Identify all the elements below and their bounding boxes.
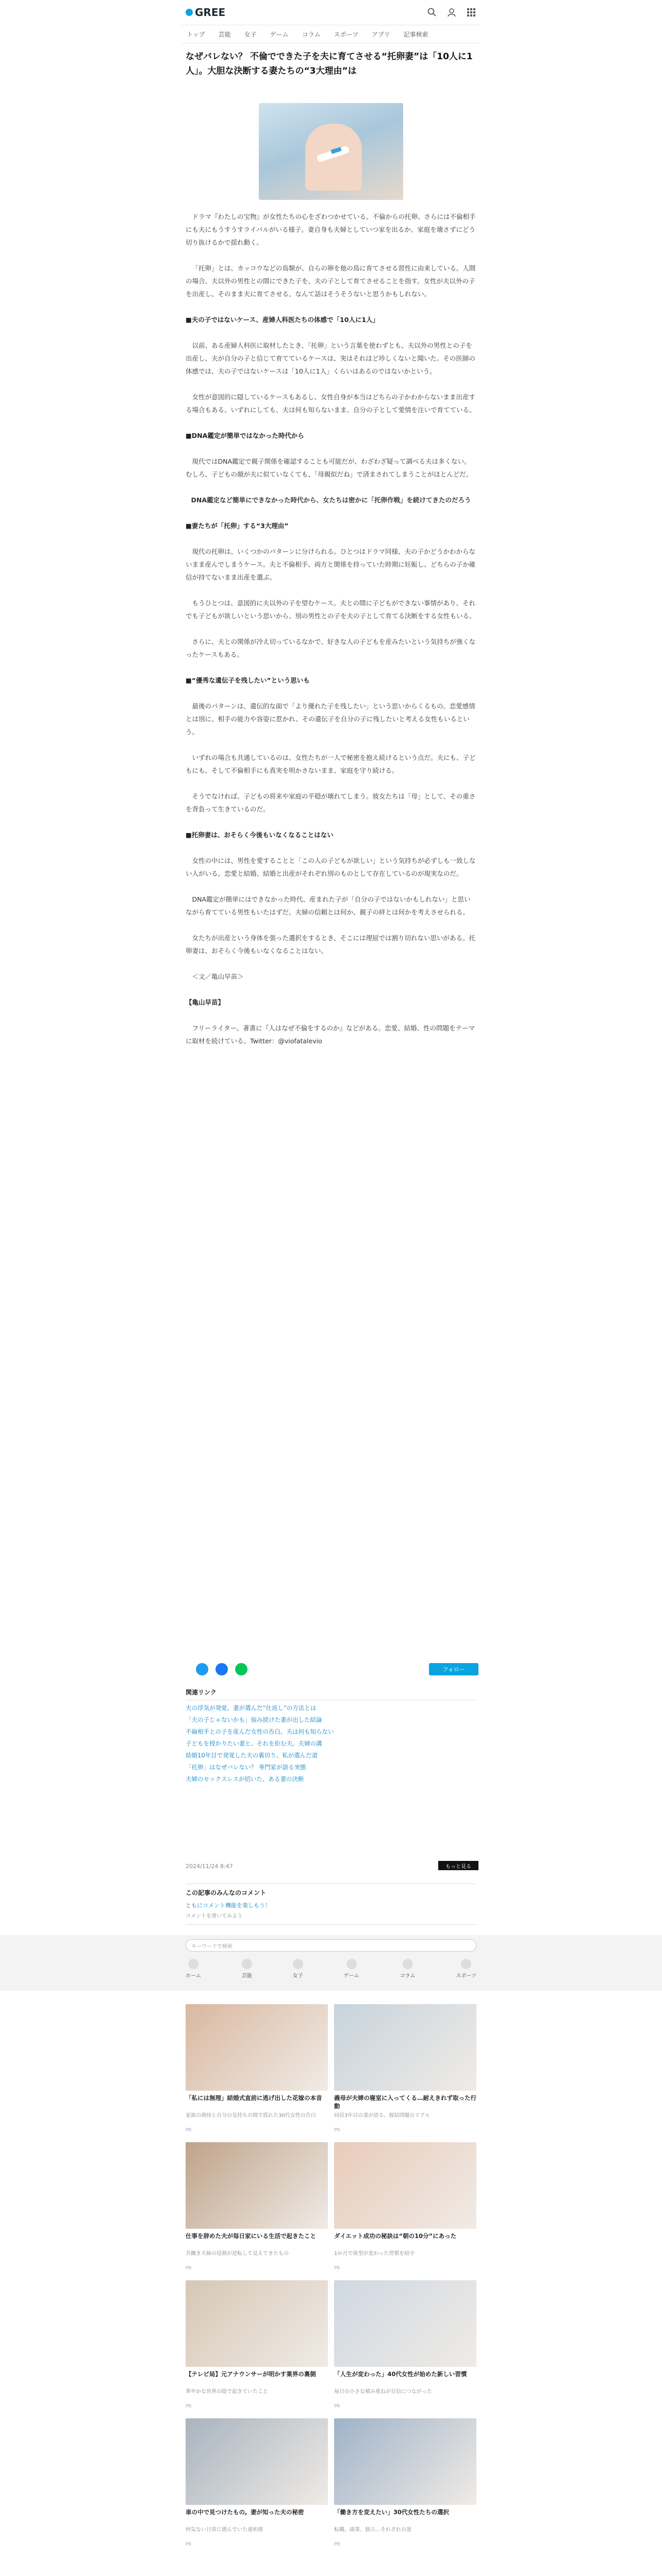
card-description: 何気ない日常に潜んでいた違和感 <box>186 2527 263 2533</box>
recommended-card[interactable] <box>186 2142 328 2271</box>
card-description: 転職、副業、独立…それぞれの道 <box>334 2527 411 2533</box>
nav-item[interactable]: コラム <box>302 30 321 38</box>
article-paragraph: ＜文／亀山早苗＞ <box>192 973 244 980</box>
recommended-card[interactable] <box>334 2418 476 2547</box>
card-source: PR <box>334 2404 340 2409</box>
tab-label: 芸能 <box>241 1973 252 1979</box>
card-description: 1か月で体型が変わった習慣を紹介 <box>334 2251 415 2257</box>
article-paragraph: フリーライター。著書に『人はなぜ不倫をするのか』などがある。恋愛、結婚、性の問題をテーマに取材を続けている。Twitter：@viofatalevio <box>186 1024 475 1045</box>
article-paragraph: DNA鑑定が簡単にはできなかった時代、産まれた子が「自分の子ではないかもしれない」と思いながら育てている男性もいたはずだ。夫婦の信頼とは何か、親子の絆とは何かを考えさせられる。 <box>186 895 471 916</box>
article-paragraph: いずれの場合も共通しているのは、女性たちが一人で秘密を抱え続けるという点だ。夫にも、子どもにも、そして不倫相手にも真実を明かさないまま、家庭を守り続ける。 <box>186 754 476 774</box>
logo-dot-icon <box>186 9 193 16</box>
related-link[interactable]: 子どもを授かりたい妻と、それを拒む夫。夫婦の溝 <box>186 1740 322 1747</box>
recommended-card[interactable] <box>186 2004 328 2133</box>
tab-label: スポーツ <box>456 1973 476 1979</box>
card-source: PR <box>186 2128 192 2133</box>
article-paragraph: 最後のパターンは、遺伝的な面で「より優れた子を残したい」という思いからくるもの。恋愛感情とは別に、相手の能力や容姿に惹かれ、その遺伝子を自分の子に残したいと考える女性もいるという。 <box>186 702 475 736</box>
card-thumbnail <box>334 2280 476 2367</box>
search-icon[interactable] <box>427 7 437 18</box>
article-paragraph: 以前、ある産婦人科医に取材したとき、「托卵」という言葉を使わずとも、夫以外の男性との子を出産し、夫が自分の子と信じて育てているケースは、実はそれほど珍しくないと聞いた。その医師の体感では、夫の子ではないケースは「10人に1人」くらいはあるのではないかという。 <box>186 342 475 375</box>
article-paragraph: さらに、夫との関係が冷え切っているなかで、好きな人の子どもを産みたいという気持ちが強くなったケースもある。 <box>186 638 476 658</box>
related-link[interactable]: 夫の浮気が発覚。妻が選んだ“仕返し”の方法とは <box>186 1704 317 1711</box>
related-link[interactable]: 不倫相手との子を産んだ女性の告白。夫は何も知らない <box>186 1728 334 1735</box>
recommended-grid <box>186 2004 476 2547</box>
card-title: 「人生が変わった」40代女性が始めた新しい習慣 <box>334 2370 467 2378</box>
nav-item[interactable]: スポーツ <box>334 30 359 38</box>
card-description: 共働き夫婦の役割が逆転して見えてきたもの <box>186 2251 289 2257</box>
article-paragraph: 女性が意図的に隠しているケースもあるし、女性自身が本当はどちらの子かわからないまま出産する場合もある。いずれにしても、夫は何も知らないまま、自分の子として愛情を注いで育てている。 <box>186 393 476 414</box>
article-paragraph: そうでなければ、子どもの将来や家庭の平穏が壊れてしまう。彼女たちは「母」として、その重さを背負って生きているのだ。 <box>186 792 476 813</box>
article-paragraph: 「托卵」とは、カッコウなどの鳥類が、自らの卵を他の鳥に育てさせる習性に由来している。人間の場合、夫以外の男性との間にできた子を、夫の子として育てさせることを指す。女性が夫以外の子を出産し、そのまま夫に育てさせる、なんて話はそうそうないと思うかもしれない。 <box>186 264 476 298</box>
comments-title: この記事のみんなのコメント <box>186 1889 267 1896</box>
related-links-heading: 関連リンク <box>186 1688 476 1700</box>
article-paragraph: 現代の托卵は、いくつかのパターンに分けられる。ひとつはドラマ同様、夫の子かどうかわからないまま産んでしまうケース。夫と不倫相手、両方と関係を持っていた時期に妊娠し、どちらの子か確信が持てないまま出産を選ぶ。 <box>186 548 476 581</box>
logo-text: GREE <box>195 6 226 19</box>
related-link[interactable]: 夫婦のセックスレスが招いた、ある妻の決断 <box>186 1775 304 1783</box>
share-bar <box>196 1663 247 1675</box>
line-share-icon[interactable] <box>235 1663 247 1675</box>
article-paragraph: 女たちが出産という身体を張った選択をするとき、そこには理屈では割り切れない思いがある。托卵妻は、おそらく今後もいなくなることはない。 <box>186 934 476 955</box>
card-thumbnail <box>186 2142 328 2229</box>
nav-item[interactable]: アプリ <box>372 30 390 38</box>
tab-icon <box>461 1959 471 1969</box>
article-date: 2024/11/24 8:47 <box>186 1863 233 1870</box>
app-tab[interactable] <box>344 1959 359 1979</box>
app-tab[interactable] <box>293 1959 303 1979</box>
comments-prompt-link[interactable]: ともにコメント機能を楽しもう！ <box>186 1902 271 1909</box>
section-heading: ■妻たちが「托卵」する“3大理由” <box>186 522 289 530</box>
article-paragraph: もうひとつは、意図的に夫以外の子を望むケース。夫との間に子どもができない事情があり、それでも子どもが欲しいという思いから、別の男性との子を夫の子として育てる決断をする女性もいる。 <box>186 599 476 620</box>
card-source: PR <box>334 2266 340 2271</box>
header-icons <box>427 7 476 18</box>
related-link[interactable]: 結婚10年目で発覚した夫の裏切り。私が選んだ道 <box>186 1752 318 1759</box>
card-source: PR <box>334 2128 340 2133</box>
card-thumbnail <box>334 2142 476 2229</box>
app-tab[interactable] <box>186 1959 201 1979</box>
section-heading: ■夫の子ではないケース、産婦人科医たちの体感で「10人に1人」 <box>186 316 379 324</box>
article-paragraph: ドラマ『わたしの宝物』が女性たちの心をざわつかせている。不倫からの托卵、さらには不倫相手にも夫にもうすうすライバルがいる様子。妻自身も夫婦としていつ家を出るか、家庭を壊さずにどう切り抜けるかで揺れ動く。 <box>186 213 476 246</box>
card-thumbnail <box>186 2004 328 2091</box>
tab-label: ゲーム <box>343 1973 359 1979</box>
nav-item[interactable]: 女子 <box>244 30 257 38</box>
menu-grid-icon[interactable] <box>466 7 476 18</box>
gree-logo[interactable] <box>186 6 225 19</box>
follow-button[interactable]: フォロー <box>429 1663 478 1675</box>
nav-item[interactable]: 記事検索 <box>403 30 428 38</box>
card-description: 華やかな世界の陰で起きていたこと <box>186 2389 268 2395</box>
card-title: 「私には無理」結婚式直前に逃げ出した花嫁の本音 <box>186 2094 322 2102</box>
tab-label: コラム <box>400 1973 416 1979</box>
nav-item[interactable]: 芸能 <box>218 30 231 38</box>
card-title: 車の中で見つけたもの。妻が知った夫の秘密 <box>186 2509 304 2516</box>
card-title: 義母が夫婦の寝室に入ってくる…耐えきれず取った行動 <box>334 2094 476 2110</box>
section-heading: ■“優秀な遺伝子を残したい”という思いも <box>186 676 310 684</box>
article-body <box>186 210 476 1060</box>
related-link[interactable]: 「夫の子じゃないかも」悩み続けた妻が出した結論 <box>186 1716 322 1723</box>
search-input[interactable]: キーワードで検索 <box>186 1939 476 1952</box>
nav-item[interactable]: ゲーム <box>270 30 289 38</box>
app-tab[interactable] <box>456 1959 476 1979</box>
card-source: PR <box>186 2542 192 2547</box>
app-band-content <box>186 1939 476 1979</box>
card-thumbnail <box>186 2418 328 2505</box>
recommended-card[interactable] <box>334 2004 476 2133</box>
comments-subtext: コメントを書いてみよう <box>186 1913 242 1919</box>
related-link[interactable]: 「托卵」はなぜバレない？ 専門家が語る実態 <box>186 1764 306 1771</box>
app-tab[interactable] <box>242 1959 252 1979</box>
card-thumbnail <box>334 2004 476 2091</box>
user-icon[interactable] <box>446 7 457 18</box>
article-hero-image <box>259 103 403 200</box>
comments-section <box>186 1884 476 1925</box>
recommended-card[interactable] <box>334 2142 476 2271</box>
tab-icon <box>242 1959 252 1969</box>
card-title: ダイエット成功の秘訣は“朝の10分”にあった <box>334 2232 457 2240</box>
recommended-card[interactable] <box>334 2280 476 2409</box>
card-description: 毎日の小さな積み重ねが自信につながった <box>334 2389 432 2395</box>
card-title: 仕事を辞めた夫が毎日家にいる生活で起きたこと <box>186 2232 316 2240</box>
recommended-card[interactable] <box>186 2280 328 2409</box>
card-description: 家族の期待と自分の気持ちの間で揺れた30代女性の告白 <box>186 2113 316 2119</box>
more-button[interactable]: もっと見る <box>438 1861 478 1870</box>
card-source: PR <box>186 2404 192 2409</box>
twitter-share-icon[interactable] <box>196 1663 208 1675</box>
card-source: PR <box>334 2542 340 2547</box>
card-description: 同居3年目の妻が語る、嫁姑問題のリアル <box>334 2113 430 2119</box>
tab-icon <box>188 1959 198 1969</box>
card-source: PR <box>186 2266 192 2271</box>
facebook-share-icon[interactable] <box>216 1663 228 1675</box>
tab-icon <box>293 1959 303 1969</box>
section-heading: ■托卵妻は、おそらく今後もいなくなることはない <box>186 831 334 839</box>
article-paragraph: 女性の中には、男性を愛することと「この人の子どもが欲しい」という気持ちが必ずしも一致しない人がいる。恋愛と結婚、結婚と出産がそれぞれ別のものとして存在しているのが現実なのだ。 <box>186 857 476 877</box>
article-title: なぜバレない？ 不倫でできた子を夫に育てさせる“托卵妻”は「10人に1人」。大胆な決断する妻たちの“3大理由”は <box>186 52 473 76</box>
category-nav <box>181 25 481 43</box>
tab-label: ホーム <box>186 1973 201 1979</box>
card-thumbnail <box>334 2418 476 2505</box>
article-paragraph: DNA鑑定など簡単にできなかった時代から、女たちは密かに「托卵作戦」を続けてきたのだろう <box>191 496 471 504</box>
section-heading: ■DNA鑑定が簡単ではなかった時代から <box>186 432 304 439</box>
tab-label: 女子 <box>292 1973 303 1979</box>
card-thumbnail <box>186 2280 328 2367</box>
tab-icon <box>346 1959 357 1969</box>
section-heading: 【亀山早苗】 <box>186 998 225 1006</box>
article-paragraph: 現代ではDNA鑑定で親子関係を確認することも可能だが、わざわざ疑って調べる夫は多くない。むしろ、子どもの顔が夫に似ていなくても、「母親似だね」で済まされてしまうことがほとんどだ。 <box>186 457 473 478</box>
related-links-list <box>186 1703 476 1786</box>
app-tabs <box>186 1959 476 1979</box>
tab-icon <box>403 1959 413 1969</box>
recommended-card[interactable] <box>186 2418 328 2547</box>
card-title: 【テレビ局】元アナウンサーが明かす業界の裏側 <box>186 2370 316 2378</box>
nav-item[interactable]: トップ <box>187 30 205 38</box>
site-header <box>186 0 476 25</box>
card-title: 「働き方を変えたい」30代女性たちの選択 <box>334 2509 450 2516</box>
app-tab[interactable] <box>400 1959 416 1979</box>
